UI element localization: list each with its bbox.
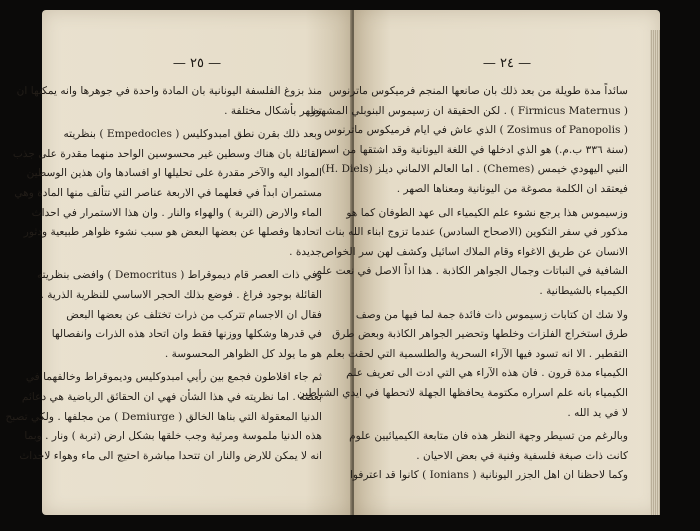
text-line: لا في يد الله .: [567, 406, 628, 419]
open-book: [5, 0, 668, 531]
text-line: وبعد ذلك بقرن نطق امبدوكليس ( Empedocles ) بنظريته: [63, 128, 322, 141]
text-line: ثم جاء افلاطون فجمع بين رأيي امبدوكليس وديموقراط وخالفهما في: [25, 371, 322, 384]
text-line: جديدة .: [289, 245, 322, 258]
text-line: (سنة ٣٣٦ ب.م.) هو الذي ادخلها في اللغة اليونانية وقد اشتقها من اسم: [320, 143, 628, 156]
text-line: الدنيا المعقولة التي بناها الخالق ( Demiurge ) من مجلفها . ولكي تصبح: [5, 410, 322, 423]
text-line: القائلة بان هناك وسطين غير محسوسين الواحد منهما مقدرة على جذب: [12, 147, 322, 160]
text-line: النبي اليهودي خيمس (Chemes) . اما العالم الالماني ديلز (H. Diels): [321, 163, 628, 176]
text-line: ( Firmicus Maternus ) . لكن الحقيقة ان زسيموس البنوبلي المشهور: [310, 104, 628, 117]
text-line: المواد اليه والآخر مقدرة على تحليلها او افسادها وان هذين الوسطين: [26, 167, 322, 180]
text-line: فيعتقد ان الكلمة مصوغة من اليونانية ومعناها الصهر .: [396, 182, 628, 195]
text-line: بعضه . اما نظريته في هذا الشأن فهي ان الحقائق الرياضية هي دعائم: [21, 390, 322, 403]
text-line: هو ما يولد كل الظواهر المحسوسة .: [164, 347, 322, 360]
text-line: الشافية في النباتات وجمال الجواهر الكاذبة . هذا اذاً الاصل في نعت علم: [315, 265, 628, 278]
text-line: انه لا يمكن للارض والنار ان تتحدا مباشرة احتيج الى ماء وهواء لاحداث: [19, 449, 322, 462]
text-line: الكيمياء بالشيطانية .: [539, 284, 628, 297]
text-line: اتحادها وفصلها عن بعضها البعض هو سبب نشوء ظواهر طبيعية ودثور: [23, 226, 322, 239]
text-line: الانسان عن طريق الاغواء وقام الملاك اسائيل وكشف لهن سر الخواص: [321, 245, 628, 258]
text-line: منذ بزوغ الفلسفة اليونانية بان المادة واحدة في جوهرها وانه يمكنها ان: [16, 85, 322, 97]
text-line: التقطير . الا انه تسود فيها الآراء السحرية والطلسمية التي لحقت بعلم: [326, 347, 628, 360]
text-line: الكيمياء مدة قرون . فان هذه الآراء هي التي ادت الى تعريف علم: [346, 367, 628, 380]
text-line: القائلة بوجود فراغ . فوضع بذلك الحجر الاساسي للنظرية الذرية .: [40, 288, 322, 301]
text-line: هذه الدنيا ملموسة ومرئية وجب خلقها بشكل ارض (تربة ) ونار . وبما: [24, 430, 322, 443]
page-edges: [650, 30, 660, 515]
text-line: كانت ذات صبغة فلسفية وفنية في بعض الاحيان .: [416, 449, 628, 462]
text-line: تظهر بأشكال مختلفة .: [224, 104, 322, 117]
text-line: مذكور في سفر التكوين (الاصحاح السادس) عندما تزوج ابناء الله بنات: [325, 226, 628, 239]
page-number: — ٢٥ —: [172, 56, 222, 71]
text-line: ( Zosimus of Panopolis ) الذي عاش في ايام فرميكوس ماترنوس: [324, 124, 628, 137]
left-page: [5, 10, 352, 515]
text-line: وبالرغم من تسيطر وجهة النظر هذه فان متابعة الكيميائيين علوم: [349, 430, 628, 443]
text-line: سائداً مدة طويلة من بعد ذلك بان صانعها المنجم فرميكوس ماترنوس: [328, 85, 628, 97]
text-line: طرق استخراج الفلزات وخلطها وتحضير الجواهر الكاذبة وبعض طرق: [332, 328, 628, 341]
text-line: ولا شك ان كتابات زسيموس ذات فائدة جمة لما فيها من وصف: [355, 308, 628, 321]
text-line: وكما لاحظنا ان اهل الجزر اليونانية ( Ionians ) كانوا قد اعترفوا: [349, 469, 628, 482]
text-line: مستمران ابداً في فعلهما في الاربعة عناصر التي تتألف منها المادة وهي: [14, 186, 322, 199]
page-number: — ٢٤ —: [482, 56, 532, 71]
text-line: فقال ان الاجسام تتركب من ذرات تختلف عن بعضها البعض: [66, 308, 322, 321]
text-line: الماء والارض (التربة ) والهواء والنار . وان هذا الاستمرار في احداث: [31, 206, 322, 219]
text-line: الكيمياء بانه علم اسراره مكتومة يحافظها الجهلة لاتحطها في ايدي الشياطين: [297, 386, 628, 399]
text-line: في قدرها وشكلها ووزنها فقط وان اتحاد هذه الذرات وانفصالها: [51, 328, 322, 341]
text-line: وزسيموس هذا يرجع نشوء علم الكيمياء الى عهد الطوفان كما هو: [346, 206, 628, 219]
text-line: وفي ذات العصر قام ديموقراط ( Democritus ) وافضى بنظريته: [36, 269, 322, 282]
page-text: [5, 82, 322, 466]
